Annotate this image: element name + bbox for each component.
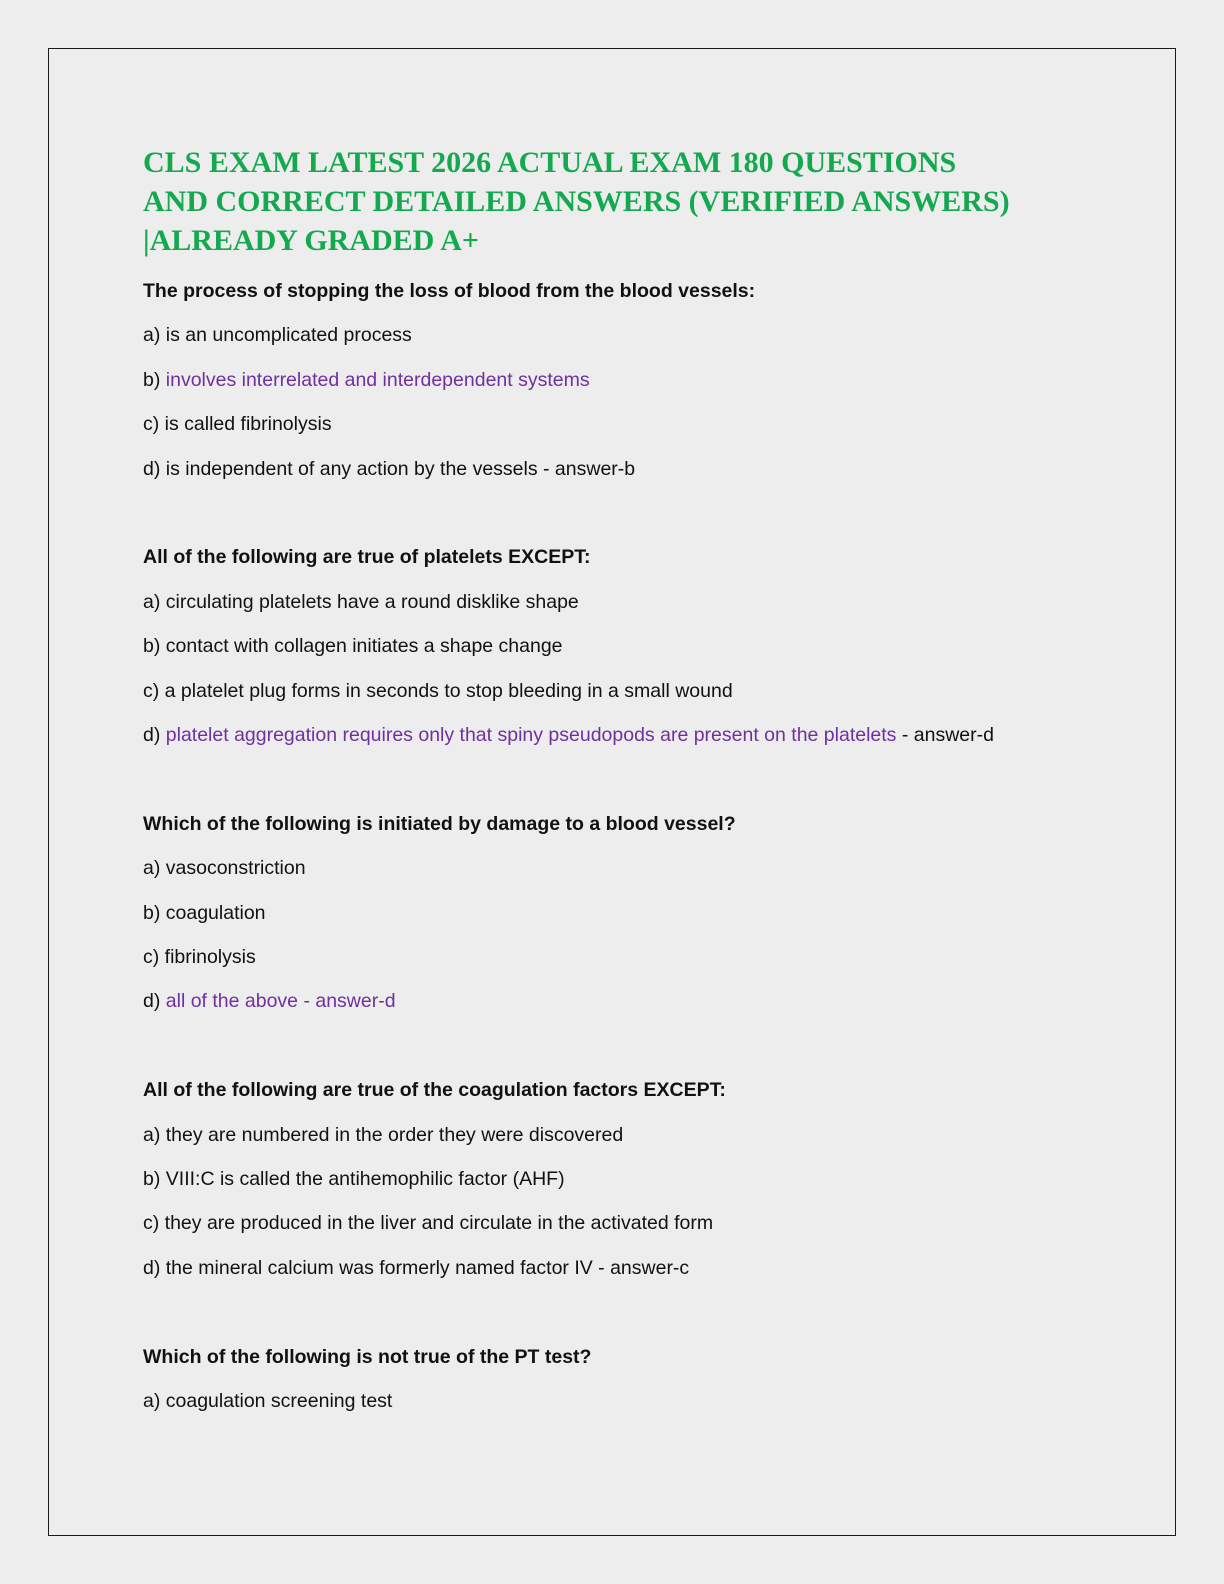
q4-option-b: b) VIII:C is called the antihemophilic factor (AHF) [143,1168,565,1190]
document-title [143,143,1103,260]
q5-option-a: a) coagulation screening test [143,1390,393,1412]
q1-option-d: d) is independent of any action by the vessels - answer-b [143,458,636,480]
q2-option-a: a) circulating platelets have a round disklike shape [143,591,579,613]
q4-option-a: a) they are numbered in the order they were discovered [143,1124,624,1146]
q1-option-c: c) is called fibrinolysis [143,413,332,435]
title-line-1: CLS EXAM LATEST 2026 ACTUAL EXAM 180 QUESTIONS [143,146,957,179]
q2-option-b: b) contact with collagen initiates a shape change [143,635,563,657]
question-4: All of the following are true of the coagulation factors EXCEPT: [143,1079,726,1101]
page-border [48,48,1176,1536]
q3-option-c: c) fibrinolysis [143,946,256,968]
q4-option-d: d) the mineral calcium was formerly named factor IV - answer-c [143,1257,690,1279]
title-line-2: AND CORRECT DETAILED ANSWERS (VERIFIED ANSWERS) [143,185,1010,218]
question-5: Which of the following is not true of the PT test? [143,1346,592,1368]
question-2: All of the following are true of platelets EXCEPT: [143,546,591,568]
q3-option-b: b) coagulation [143,902,266,924]
q1-option-b: b) involves interrelated and interdependent systems [143,369,590,391]
question-3: Which of the following is initiated by damage to a blood vessel? [143,813,736,835]
highlighted-answer: all of the above - answer-d [165,990,396,1012]
q2-option-d: d) platelet aggregation requires only that spiny pseudopods are present on the platelets - answer-d [143,724,994,746]
q3-option-a: a) vasoconstriction [143,857,306,879]
q3-option-d: d) all of the above - answer-d [143,990,396,1012]
highlighted-answer: involves interrelated and interdependent systems [165,369,590,391]
question-1: The process of stopping the loss of blood from the blood vessels: [143,280,756,302]
q2-option-c: c) a platelet plug forms in seconds to stop bleeding in a small wound [143,680,733,702]
q1-option-a: a) is an uncomplicated process [143,324,412,346]
highlighted-answer: platelet aggregation requires only that spiny pseudopods are present on the platelets [165,724,897,746]
q4-option-c: c) they are produced in the liver and circulate in the activated form [143,1212,714,1234]
title-line-3: |ALREADY GRADED A+ [143,224,479,257]
